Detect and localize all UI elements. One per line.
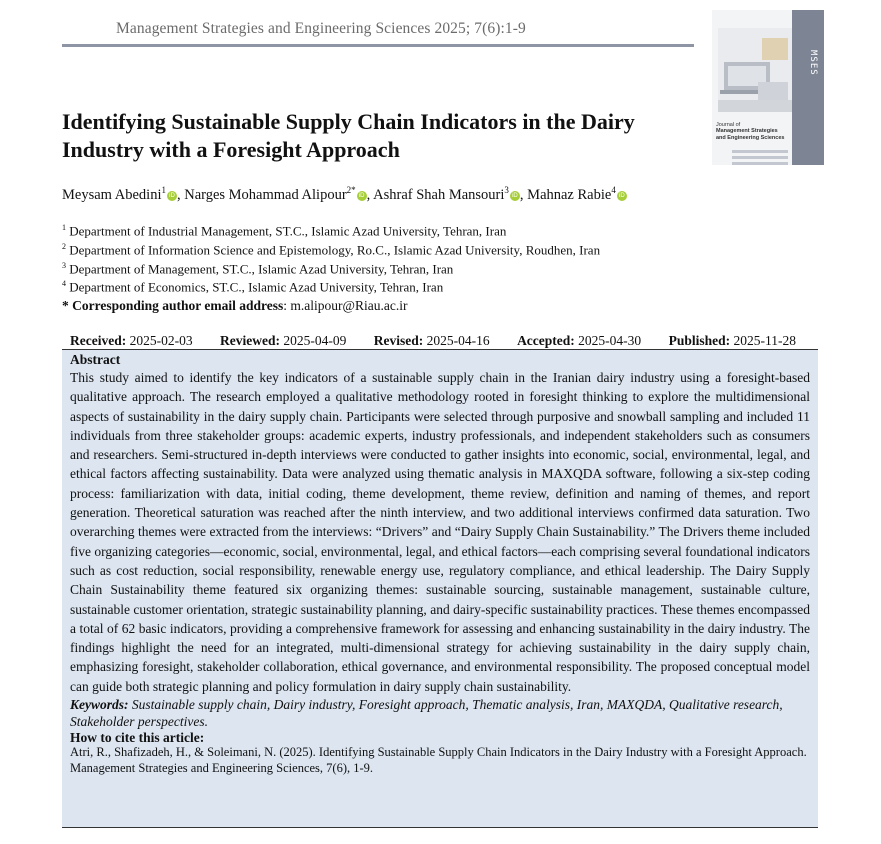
orcid-icon[interactable]: iD [617, 191, 627, 201]
abstract-box [62, 349, 818, 828]
author-name[interactable]: Narges Mohammad Alipour [184, 186, 347, 203]
header-rule [62, 44, 694, 47]
author-affil-sup: 3 [504, 185, 509, 195]
keywords [70, 697, 810, 730]
date-accepted: Accepted: 2025-04-30 [517, 333, 642, 348]
keywords-text: Sustainable supply chain, Dairy industry, Foresight approach, Thematic analysis, Iran, MAXQDA, Qualitative research, Stakeholder perspectives. [70, 697, 783, 729]
author-name[interactable]: Mahnaz Rabie [527, 186, 612, 203]
abstract-text: This study aimed to identify the key indicators of a sustainable supply chain in the Iranian dairy industry using a foresight-based qualitative approach. The research employed a qualitative methodology rooted in foresight thinking to explore the multidimensional aspects of sustainability in the dairy supply chain. Participants were selected through purposive and snowball sampling and included 11 individuals from three stakeholder groups: academic experts, industry professionals, and independent stakeholders such as consumers and researchers. Semi-structured in-depth interviews were conducted to gather insights into economic, social, environmental, legal, and ethical factors affecting sustainability. Data were analyzed using thematic analysis in MAXQDA software, following a six-step coding process: familiarization with data, initial coding, theme development, theme review, definition and naming of themes, and report generation. Theoretical saturation was reached after the ninth interview, and two additional interviews confirmed data saturation. Two overarching themes were extracted from the interviews: “Drivers” and “Dairy Supply Chain Sustainability.” The Drivers theme included five organizing categories—economic, social, environmental, legal, and ethical factors—each comprising several foundational indicators such as cost reduction, social responsibility, renewable energy use, regulatory compliance, and ethical leadership. The Dairy Supply Chain Sustainability theme featured six organizing themes: sustainable sourcing, sustainable management, sustainable culture, sustainable customer orientation, strategic sustainability planning, and dairy-specific sustainability practices. These themes encompassed a total of 62 basic indicators, providing a comprehensive framework for assessing and enhancing sustainability in the dairy industry. The findings highlight the need for an integrated, multi-dimensional strategy for achieving sustainability in the dairy supply chain, emphasizing foresight, stakeholder collaboration, ethical governance, and environmental responsibility. The proposed conceptual model can guide both strategic planning and policy formulation in dairy supply chain sustainability. [70, 370, 810, 694]
author-affil-sup: 2* [346, 185, 356, 195]
date-reviewed: Reviewed: 2025-04-09 [220, 333, 347, 348]
orcid-icon[interactable]: iD [357, 191, 367, 201]
orcid-icon[interactable]: iD [167, 191, 177, 201]
date-received: Received: 2025-02-03 [70, 333, 193, 348]
keywords-label: Keywords: [70, 697, 129, 713]
author-name[interactable]: Meysam Abedini [62, 186, 162, 203]
author-name[interactable]: Ashraf Shah Mansouri [373, 186, 505, 203]
cover-title: Journal of Management Strategies and Engineering Sciences [716, 122, 785, 141]
affiliation-item: $^4$ Department of Economics, ST.C., Islamic Azad University, Tehran, Iran [62, 279, 444, 295]
article-dates [62, 333, 818, 349]
abstract-heading: Abstract [70, 352, 121, 367]
affiliation-item: $^3$ Department of Management, ST.C., Islamic Azad University, Tehran, Iran [62, 260, 454, 276]
cover-spine-text: MSES [808, 50, 818, 76]
cover-photo [718, 28, 792, 112]
date-revised: Revised: 2025-04-16 [373, 333, 490, 348]
citation-heading: How to cite this article: [70, 730, 205, 746]
author-list: Meysam Abedini$^1$iD , Narges Mohammad Alipour$^{2*}$iD , Ashraf Shah Mansouri$^3$iD , Mahnaz Rabie$^4$iD [62, 185, 627, 204]
corresponding-email[interactable]: m.alipour@Riau.ac.ir [290, 298, 408, 313]
corresponding-author: * Corresponding author email address: m.alipour@Riau.ac.ir [62, 298, 408, 313]
orcid-icon[interactable]: iD [510, 191, 520, 201]
author-affil-sup: 4 [611, 185, 616, 195]
date-published: Published: 2025-11-28 [668, 333, 796, 348]
journal-cover-image [712, 10, 824, 165]
cover-decoration [732, 150, 788, 165]
affiliation-item: $^2$ Department of Information Science and Epistemology, Ro.C., Islamic Azad University, Roudhen, Iran [62, 241, 601, 258]
article-title: Identifying Sustainable Supply Chain Indicators in the Dairy Industry with a Foresight Approach [62, 109, 635, 162]
journal-header: Management Strategies and Engineering Sciences 2025; 7(6):1-9 [116, 20, 526, 37]
author-affil-sup: 1 [161, 185, 166, 195]
corresponding-label: * Corresponding author email address [62, 298, 284, 313]
cover-spine [792, 10, 824, 165]
affiliation-item: $^1$ Department of Industrial Management, ST.C., Islamic Azad University, Tehran, Iran [62, 223, 507, 239]
citation-text: Atri, R., Shafizadeh, H., & Soleimani, N. (2025). Identifying Sustainable Supply Chain Indicators in the Dairy Industry with a Foresight Approach. Management Strategies and Engineering Sciences, 7(6), 1-9. [70, 745, 807, 775]
affiliation-list [62, 220, 600, 295]
